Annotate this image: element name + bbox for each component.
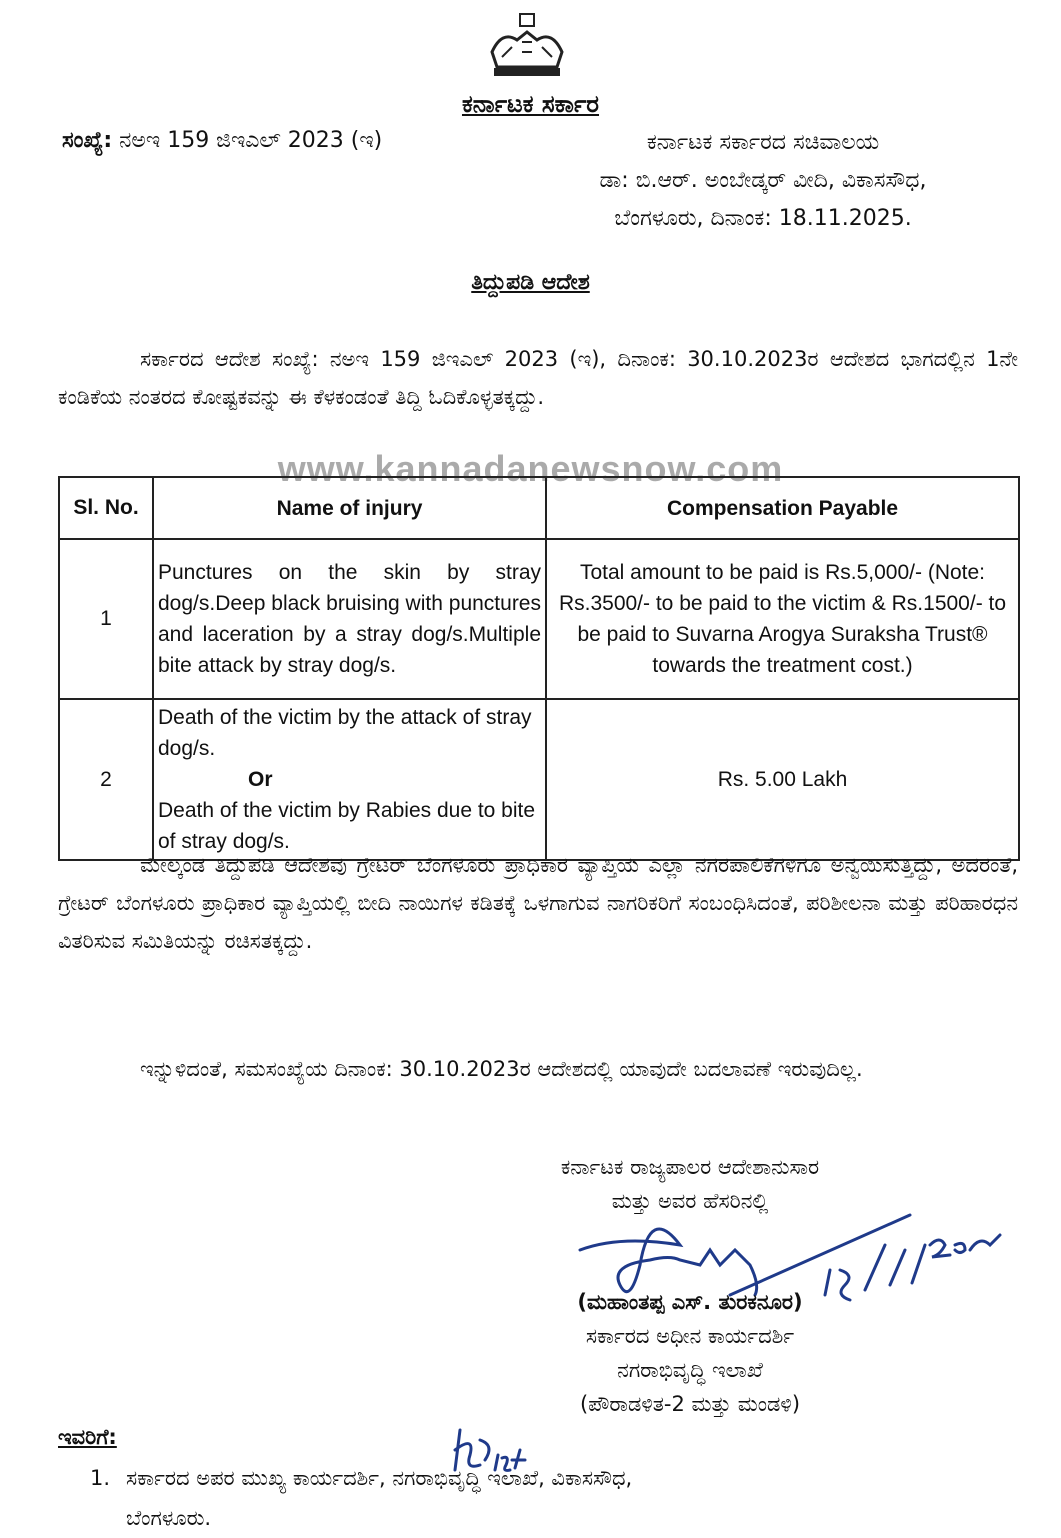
header-sl-no: Sl. No.	[59, 477, 153, 539]
list-item-text: ಸರ್ಕಾರದ ಅಪರ ಮುಖ್ಯ ಕಾರ್ಯದರ್ಶಿ, ನಗರಾಭಿವೃದ್ಧಿ ಇಲಾಖೆ, ವಿಕಾಸಸೌಧ,	[126, 1466, 633, 1490]
designation-line: (ಪೌರಾಡಳಿತ-2 ಮತ್ತು ಮಂಡಳಿ)	[579, 1392, 801, 1416]
watermark: www.kannadanewsnow.com	[277, 448, 784, 489]
recipients-list	[90, 1458, 970, 1538]
order-subject: ತಿದ್ದುಪಡಿ ಆದೇಶ	[471, 270, 590, 295]
list-item-continuation: ಬೆಂಗಳೂರು.	[126, 1506, 212, 1530]
paragraph-2: ಮೇಲ್ಕಂಡ ತಿದ್ದುಪಡಿ ಆದೇಶವು ಗ್ರೇಟರ್ ಬೆಂಗಳೂರು ಪ್ರಾಧಿಕಾರ ವ್ಯಾಪ್ತಿಯ ಎಲ್ಲಾ ನಗರಪಾಲಿಕೆಗಳಿಗೂ ಅನ್ವಯಿಸುತ್ತಿದ್ದು, ಅದರಂತೆ, ಗ್ರೇಟರ್ ಬೆಂಗಳೂರು ಪ್ರಾಧಿಕಾರ ವ್ಯಾಪ್ತಿಯಲ್ಲಿ ಬೀದಿ ನಾಯಿಗಳ ಕಡಿತಕ್ಕೆ ಒಳಗಾಗುವ ನಾಗರಿಕರಿಗೆ ಸಂಬಂಧಿಸಿದಂತೆ, ಪರಿಶೀಲನಾ ಮತ್ತು ಪರಿಹಾರಧನ ವಿತರಿಸುವ ಸಮಿತಿಯನ್ನು ರಚಿಸತಕ್ಕದ್ದು.	[58, 853, 1018, 953]
address-date-line: ಬೆಂಗಳೂರು, ದಿನಾಂಕ: 18.11.2025.	[614, 206, 912, 231]
cell-compensation: Total amount to be paid is Rs.5,000/- (Note: Rs.3500/- to be paid to the victim & Rs.1500/- to be paid to Suvarna Arogya Suraksha Trust® towards the treatment cost.)	[546, 539, 1019, 699]
header-name-of-injury: Name of injury	[153, 477, 546, 539]
table-row	[59, 699, 1019, 860]
government-emblem-icon	[482, 12, 572, 84]
recipients-label: ಇವರಿಗೆ:	[58, 1425, 117, 1449]
paragraph-1: ಸರ್ಕಾರದ ಆದೇಶ ಸಂಖ್ಯೆ: ನಅಇ 159 ಜಿಇಎಲ್ 2023 (ಇ), ದಿನಾಂಕ: 30.10.2023ರ ಆದೇಶದ ಭಾಗದಲ್ಲಿನ 1ನೇ ಕಂಡಿಕೆಯ ನಂತರದ ಕೋಷ್ಟಕವನ್ನು ಈ ಕೆಳಕಂಡಂತೆ ತಿದ್ದಿ ಓದಿಕೊಳ್ಳತಕ್ಕದ್ದು.	[58, 347, 1018, 409]
address-line: ಕರ್ನಾಟಕ ಸರ್ಕಾರದ ಸಚಿವಾಲಯ	[646, 130, 880, 155]
designation-line: ಸರ್ಕಾರದ ಅಧೀನ ಕಾರ್ಯದರ್ಶಿ	[585, 1324, 795, 1348]
cell-injury	[153, 699, 546, 860]
signatory-name: (ಮಹಾಂತಪ್ಪ ಎಸ್. ತುರಕನೂರ)	[577, 1290, 803, 1314]
designation-line: ನಗರಾಭಿವೃದ್ಧಿ ಇಲಾಖೆ	[617, 1358, 763, 1382]
injury-option-a: Death of the victim by the attack of stray dog/s.	[158, 706, 532, 760]
cell-compensation: Rs. 5.00 Lakh	[546, 699, 1019, 860]
table-row	[59, 539, 1019, 699]
or-label: Or	[248, 768, 273, 791]
signatory-block	[440, 1285, 940, 1421]
government-heading: ಕರ್ನಾಟಕ ಸರ್ಕಾರ	[461, 90, 600, 118]
cell-sl: 2	[59, 699, 153, 860]
table-header-row	[59, 477, 1019, 539]
list-item-number: 1.	[90, 1466, 111, 1490]
authority-line: ಕರ್ನಾಟಕ ರಾಜ್ಯಪಾಲರ ಆದೇಶಾನುಸಾರ	[560, 1155, 820, 1179]
cell-injury: Punctures on the skin by stray dog/s.Deep black bruising with punctures and laceration by a stray dog/s.Multiple bite attack by stray dog/s.	[153, 539, 546, 699]
reference-number: ನಅಇ 159 ಜಿಇಎಲ್ 2023 (ಇ)	[119, 128, 383, 153]
header-compensation: Compensation Payable	[546, 477, 1019, 539]
office-address	[513, 124, 1013, 238]
authority-line: ಮತ್ತು ಅವರ ಹೆಸರಿನಲ್ಲಿ	[611, 1189, 769, 1213]
reference-label: ಸಂಖ್ಯೆ:	[62, 128, 113, 153]
list-item	[90, 1458, 970, 1498]
compensation-table	[58, 476, 1020, 861]
injury-option-b: Death of the victim by Rabies due to bite of stray dog/s.	[158, 799, 536, 853]
paragraph-3: ಇನ್ನುಳಿದಂತೆ, ಸಮಸಂಖ್ಯೆಯ ದಿನಾಂಕ: 30.10.2023ರ ಆದೇಶದಲ್ಲಿ ಯಾವುದೇ ಬದಲಾವಣೆ ಇರುವುದಿಲ್ಲ.	[140, 1057, 863, 1081]
cell-sl: 1	[59, 539, 153, 699]
address-line: ಡಾ: ಬಿ.ಆರ್. ಅಂಬೇಡ್ಕರ್ ವೀದಿ, ವಿಕಾಸಸೌಧ,	[599, 168, 927, 193]
order-reference	[62, 128, 382, 153]
